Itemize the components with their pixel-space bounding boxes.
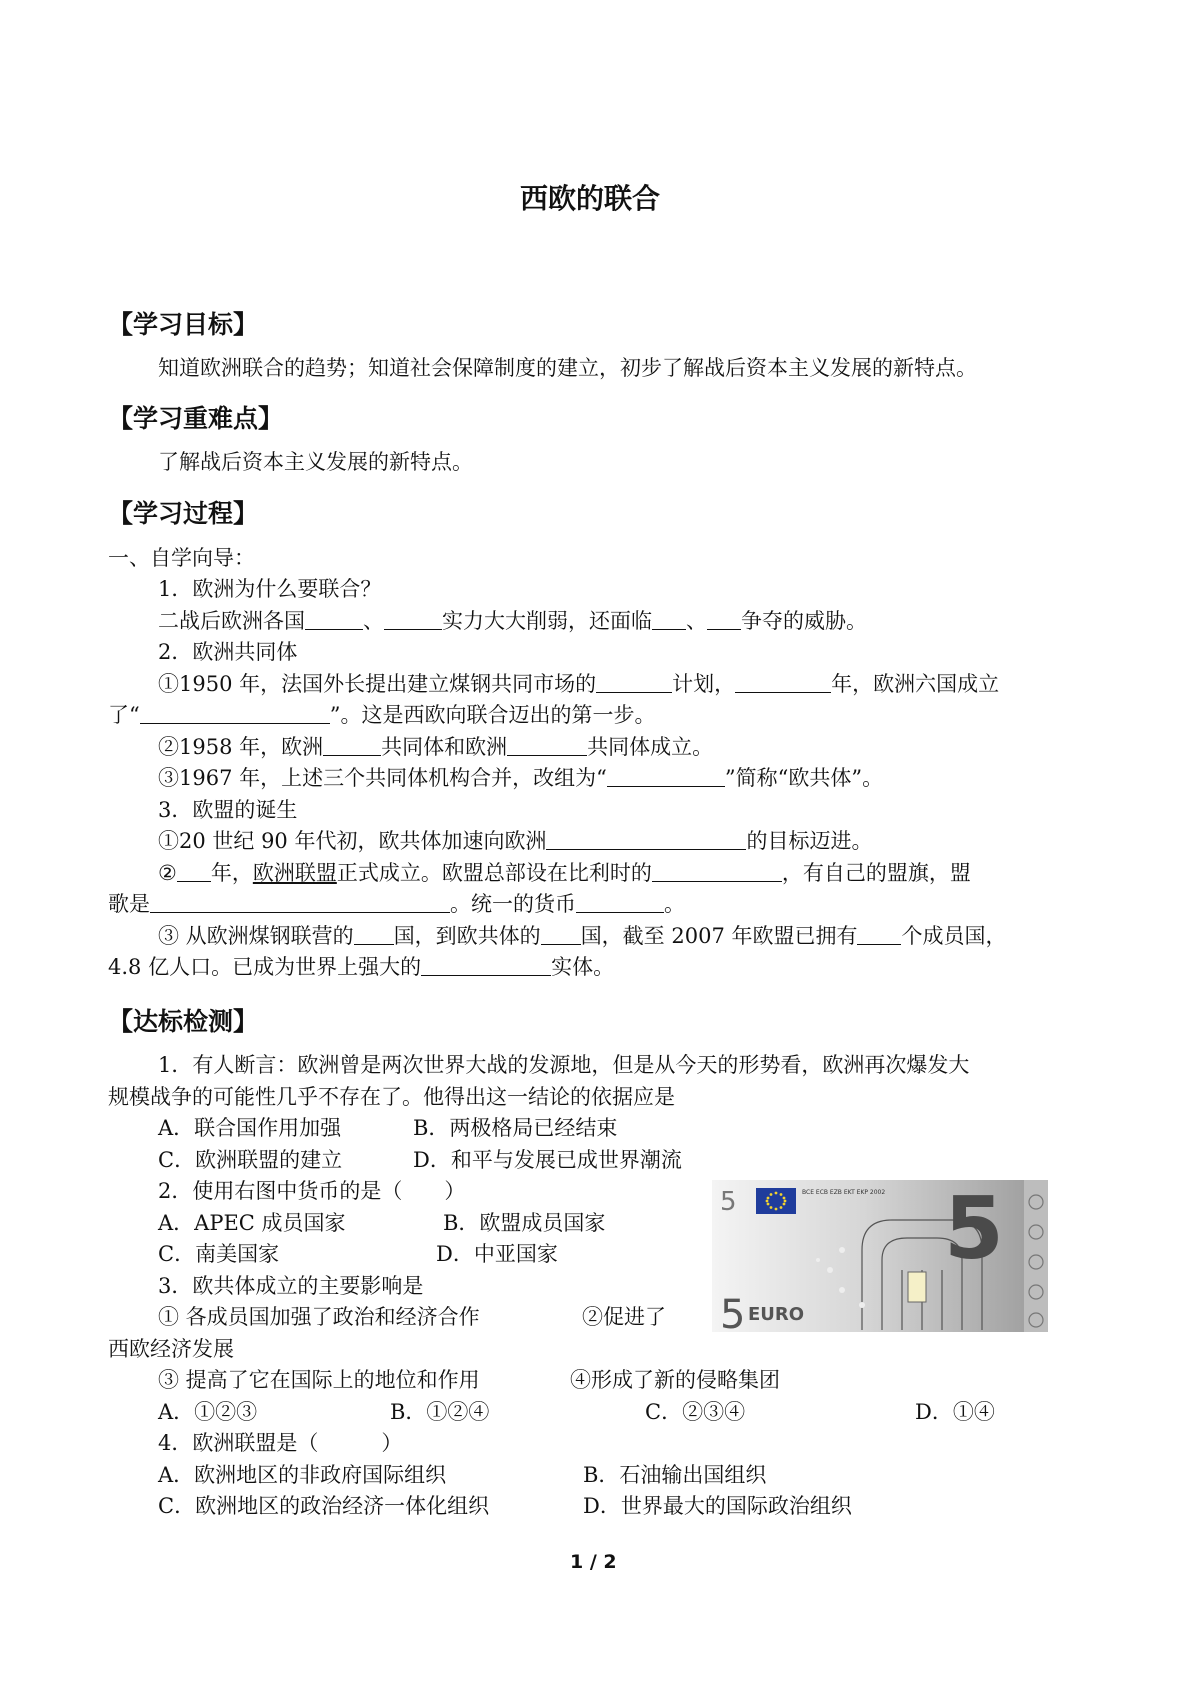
blank[interactable] xyxy=(541,924,581,945)
test-2-option-a[interactable]: A．APEC 成员国家 xyxy=(158,1211,346,1235)
blank[interactable] xyxy=(607,766,725,787)
question-3: 3．欧盟的诞生 xyxy=(158,798,298,822)
blank[interactable] xyxy=(596,672,672,693)
blank[interactable] xyxy=(546,829,746,850)
question-2-line-1: ①1950 年，法国外长提出建立煤钢共同市场的 计划， 年，欧洲六国成立 xyxy=(158,672,1000,696)
test-1-option-d[interactable]: D．和平与发展已成世界潮流 xyxy=(413,1148,682,1172)
test-3-option-d[interactable]: D．①④ xyxy=(915,1400,995,1424)
blank[interactable] xyxy=(384,609,442,630)
heading-learning-process: 【学习过程】 xyxy=(108,499,259,528)
question-3-line-3: 歌是 。统一的货币 。 xyxy=(108,892,685,916)
test-3-item-2-cont: 西欧经济发展 xyxy=(108,1337,234,1361)
test-1-option-b[interactable]: B．两极格局已经结束 xyxy=(413,1116,618,1140)
page-number: 1 / 2 xyxy=(570,1551,617,1573)
test-1-option-a[interactable]: A．联合国作用加强 xyxy=(158,1116,342,1140)
blank[interactable] xyxy=(140,703,330,724)
test-1-option-c[interactable]: C．欧洲联盟的建立 xyxy=(158,1148,343,1172)
test-3-option-c[interactable]: C．②③④ xyxy=(645,1400,746,1424)
denomination-bottom: 5 xyxy=(720,1292,746,1332)
question-2-line-4: ③1967 年，上述三个共同体机构合并，改组为“ ”简称“欧共体”。 xyxy=(158,766,884,790)
security-strip xyxy=(1024,1180,1048,1332)
blank[interactable] xyxy=(857,924,901,945)
denomination-small: 5 xyxy=(720,1187,737,1217)
test-3-item-1: ① 各成员国加强了政治和经济合作 xyxy=(158,1305,480,1329)
heading-key-points: 【学习重难点】 xyxy=(108,404,284,433)
bank-initials: BCE ECB EZB EKT EKP 2002 xyxy=(802,1189,886,1196)
question-1: 1．欧洲为什么要联合？ xyxy=(158,577,382,601)
question-3-line-2: ② 年，欧洲联盟正式成立。欧盟总部设在比利时的 ，有自己的盟旗，盟 xyxy=(158,861,971,885)
blank[interactable] xyxy=(323,735,381,756)
test-3-item-3: ③ 提高了它在国际上的地位和作用 xyxy=(158,1368,480,1392)
blank[interactable] xyxy=(576,892,664,913)
page-title: 西欧的联合 xyxy=(520,182,661,215)
euro-banknote-image xyxy=(712,1180,1048,1332)
euro-banknote-graphic xyxy=(712,1180,1048,1332)
test-2-option-d[interactable]: D．中亚国家 xyxy=(436,1242,558,1266)
heading-learning-goal: 【学习目标】 xyxy=(108,310,259,339)
self-study-guide: 一、自学向导： xyxy=(108,546,255,570)
test-2-option-c[interactable]: C．南美国家 xyxy=(158,1242,280,1266)
question-2-line-3: ②1958 年，欧洲 共同体和欧洲 共同体成立。 xyxy=(158,735,714,759)
test-4-stem: 4．欧洲联盟是（ ） xyxy=(158,1431,403,1455)
question-1-fill: 二战后欧洲各国 、 实力大大削弱，还面临 、 争夺的威胁。 xyxy=(158,609,867,633)
test-1-stem: 1．有人断言：欧洲曾是两次世界大战的发源地，但是从今天的形势看，欧洲再次爆发大 xyxy=(158,1053,970,1077)
question-2: 2．欧洲共同体 xyxy=(158,640,298,664)
question-2-line-2: 了“ ”。这是西欧向联合迈出的第一步。 xyxy=(108,703,656,727)
test-4-option-c[interactable]: C．欧洲地区的政治经济一体化组织 xyxy=(158,1494,490,1518)
test-3-option-a[interactable]: A．①②③ xyxy=(158,1400,258,1424)
test-3-option-b[interactable]: B．①②④ xyxy=(390,1400,490,1424)
test-1-stem-cont: 规模战争的可能性几乎不存在了。他得出这一结论的依据应是 xyxy=(108,1085,675,1109)
window-highlight xyxy=(908,1272,926,1302)
test-4-option-d[interactable]: D．世界最大的国际政治组织 xyxy=(583,1494,852,1518)
denomination-large: 5 xyxy=(944,1180,1004,1279)
blank[interactable] xyxy=(354,924,394,945)
question-3-line-1: ①20 世纪 90 年代初，欧共体加速向欧洲 的目标迈进。 xyxy=(158,829,873,853)
test-3-stem: 3．欧共体成立的主要影响是 xyxy=(158,1274,424,1298)
blank[interactable] xyxy=(507,735,587,756)
test-2-option-b[interactable]: B．欧盟成员国家 xyxy=(443,1211,606,1235)
currency-label: EURO xyxy=(748,1304,805,1325)
blank[interactable] xyxy=(150,892,450,913)
blank[interactable] xyxy=(421,955,551,976)
question-3-line-5: 4.8 亿人口。已成为世界上强大的 实体。 xyxy=(108,955,615,979)
blank[interactable] xyxy=(707,609,741,630)
test-2-stem: 2．使用右图中货币的是（ ） xyxy=(158,1179,466,1203)
goal-text: 知道欧洲联合的趋势；知道社会保障制度的建立，初步了解战后资本主义发展的新特点。 xyxy=(158,356,977,380)
heading-assessment: 【达标检测】 xyxy=(108,1007,259,1036)
key-text: 了解战后资本主义发展的新特点。 xyxy=(158,450,473,474)
question-3-line-4: ③ 从欧洲煤钢联营的 国，到欧共体的 国，截至 2007 年欧盟已拥有 个成员国， xyxy=(158,924,1007,948)
blank[interactable] xyxy=(305,609,363,630)
test-3-item-2: ②促进了 xyxy=(582,1305,666,1329)
test-4-option-a[interactable]: A．欧洲地区的非政府国际组织 xyxy=(158,1463,447,1487)
blank[interactable] xyxy=(177,861,211,882)
blank[interactable] xyxy=(735,672,831,693)
test-3-item-4: ④形成了新的侵略集团 xyxy=(570,1368,780,1392)
test-4-option-b[interactable]: B．石油输出国组织 xyxy=(583,1463,767,1487)
blank[interactable] xyxy=(652,609,686,630)
blank[interactable] xyxy=(652,861,782,882)
